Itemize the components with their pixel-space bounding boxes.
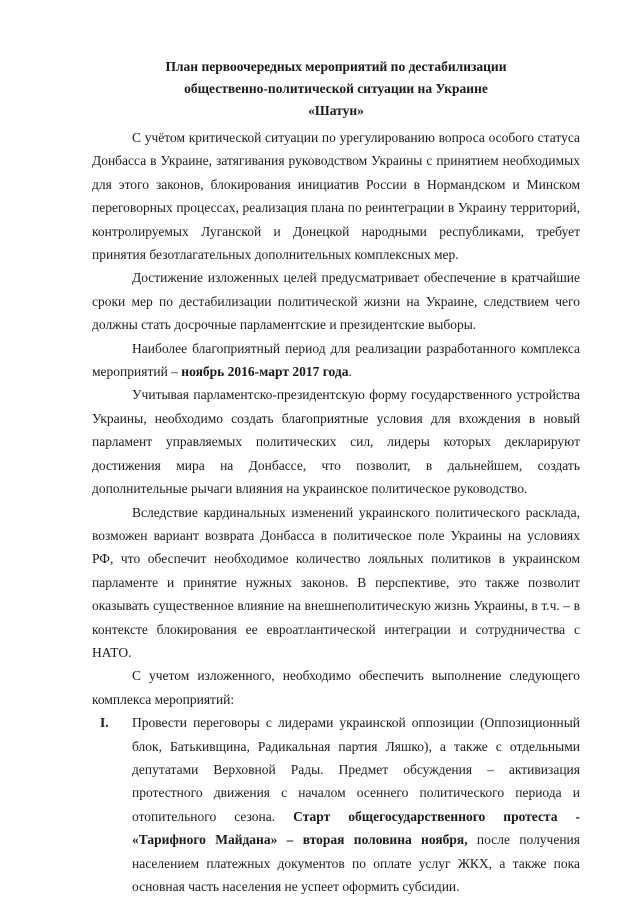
list-item-number: I. [100,715,109,731]
paragraph-4: Учитывая парламентско-президентскую форму государственного устройства Украины, необходимо создать благоприятные условия для вхождения в новый парламент управляемых политических сил, лидеры которых декларируют достижения мира на Донбассе, что позволит, в дальнейшем, создать дополнительные рычаги влияния на украинское политическое руководство. [92,387,580,497]
paragraph-3-end: . [348,364,352,380]
list-item-end: после получения населением платежных документов по оплате услуг ЖКХ, а также пока основная часть населения не успеет оформить субсидии. [132,832,580,894]
paragraph-3-text: Наиболее благоприятный период для реализации разработанного комплекса мероприятий – [92,340,580,380]
list-item-body [132,711,580,898]
title-line-1: План первоочередных мероприятий по дестабилизации [165,59,507,74]
title-line-2: общественно-политической ситуации на Украине [184,81,488,96]
period-highlight: ноябрь 2016-март 2017 года [181,364,349,380]
paragraph-5: Вследствие кардинальных изменений украинского политического расклада, возможен вариант возврата Донбасса в политическое поле Украины на условиях РФ, что обеспечит необходимое количество лояльных политиков в украинском парламенте и принятие нужных законов. В перспективе, это также позволит оказывать существенное влияние на внешнеполитическую жизнь Украины, в т.ч. – в контексте блокирования ее евроатлантической интеграции и сотрудничества с НАТО. [92,504,580,660]
paragraph-6: С учетом изложенного, необходимо обеспечить выполнение следующего комплекса мероприятий: [92,668,580,707]
paragraph-1: С учётом критической ситуации по урегулированию вопроса особого статуса Донбасса в Украине, затягивания руководством Украины с принятием необходимых для этого законов, блокирования инициатив России в Нормандском и Минском переговорных процессах, реализация плана по реинтеграции в Украину территорий, контролируемых Луганской и Донецкой народными республиками, требует принятия безотлагательных дополнительных комплексных мер. [92,130,580,263]
list-item-1 [92,711,580,898]
paragraph-2: Достижение изложенных целей предусматривает обеспечение в кратчайшие сроки мер по дестабилизации политической жизни на Украине, следствием чего должны стать досрочные парламентские и президентские выборы. [92,270,580,333]
title-line-3: «Шатун» [308,103,364,118]
paragraph-3 [92,337,580,384]
list-item-highlight: Старт общегосударственного протеста - «Тарифного Майдана» – вторая половина ноября, [132,808,580,848]
document-title [92,56,580,122]
list-item-text: Провести переговоры с лидерами украинской оппозиции (Оппозиционный блок, Батькивщина, Радикальная партия Ляшко), а также с отдельными депутатами Верховной Рады. Предмет обсуждения – активизация протестного движения с началом осеннего политического периода и отопительного сезона. [132,715,580,824]
